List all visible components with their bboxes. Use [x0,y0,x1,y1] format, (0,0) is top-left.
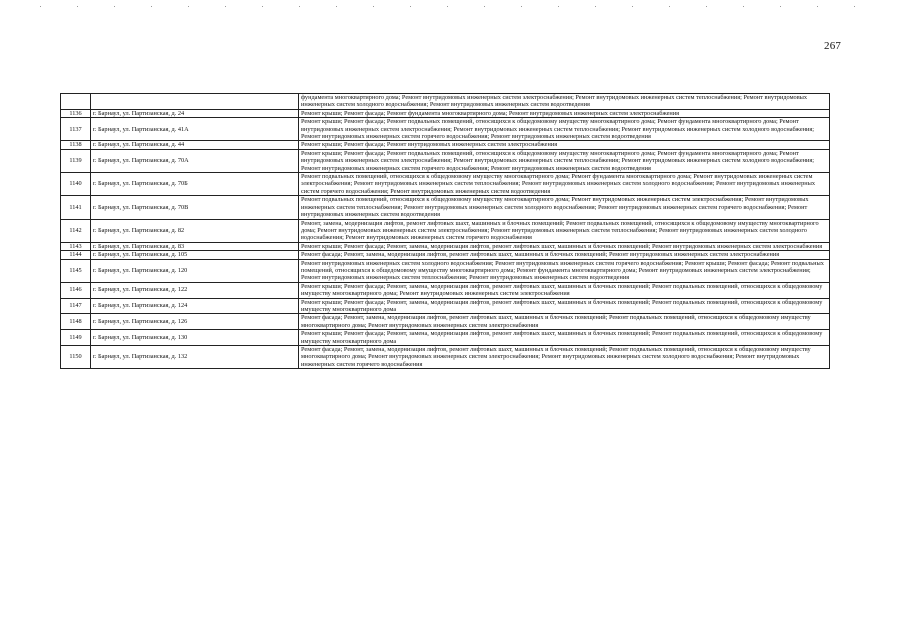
row-number [61,94,91,110]
row-works: Ремонт крыши; Ремонт фасада; Ремонт, замена, модернизация лифтов, ремонт лифтовых шахт, машинных и блочных помещений; Ремонт подвальных помещений, относящихся к общедомовому имуществу многоквартирного дома; Ремонт внутридомовых инженерных систем электроснабжения [299,282,830,298]
table-row [61,346,830,369]
scan-dot [817,6,818,7]
scan-dot [262,6,263,7]
scan-dot [780,6,781,7]
row-number: 1138 [61,141,91,149]
row-address: г. Барнаул, ул. Партизанская, д. 124 [91,298,299,314]
scan-dot [743,6,744,7]
scan-dot [188,6,189,7]
row-number: 1146 [61,282,91,298]
table-row [61,94,830,110]
row-number: 1147 [61,298,91,314]
scan-dot [299,6,300,7]
table-row [61,173,830,196]
row-works: фундамента многоквартирного дома; Ремонт внутридомовых инженерных систем электроснабжения; Ремонт внутридомовых инженерных систем теплоснабжения; Ремонт внутридомовых инженерных систем холодного водоснабжения; Ремонт внутридомовых инженерных систем водоотведения [299,94,830,110]
row-address: г. Барнаул, ул. Партизанская, д. 82 [91,219,299,242]
row-number: 1149 [61,330,91,346]
scan-dot [484,6,485,7]
row-works: Ремонт крыши; Ремонт фасада; Ремонт подвальных помещений, относящихся к общедомовому имуществу многоквартирного дома; Ремонт фундамента многоквартирного дома; Ремонт внутридомовых инженерных систем электроснабжения; Ремонт внутридомовых инженерных систем теплоснабжения; Ремонт внутридомовых инженерных систем холодного водоснабжения; Ремонт внутридомовых инженерных систем горячего водоснабжения; Ремонт внутридомовых инженерных систем водоотведения [299,149,830,172]
row-works: Ремонт крыши; Ремонт фасада; Ремонт, замена, модернизация лифтов, ремонт лифтовых шахт, машинных и блочных помещений; Ремонт подвальных помещений, относящихся к общедомовому имуществу многоквартирного дома [299,298,830,314]
row-number: 1148 [61,314,91,330]
row-works: Ремонт крыши; Ремонт фасада; Ремонт, замена, модернизация лифтов, ремонт лифтовых шахт, машинных и блочных помещений; Ремонт внутридомовых инженерных систем электроснабжения [299,242,830,250]
table-row [61,141,830,149]
scan-dot [114,6,115,7]
row-number: 1136 [61,109,91,117]
row-works: Ремонт крыши; Ремонт фасада; Ремонт фундамента многоквартирного дома; Ремонт внутридомовых инженерных систем электроснабжения [299,109,830,117]
scan-dot [521,6,522,7]
row-works: Ремонт крыши; Ремонт фасада; Ремонт внутридомовых инженерных систем электроснабжения [299,141,830,149]
row-works: Ремонт внутридомовых инженерных систем холодного водоснабжения; Ремонт внутридомовых инженерных систем горячего водоснабжения; Ремонт крыши; Ремонт фасада; Ремонт подвальных помещений, относящихся к общедомовому имуществу многоквартирного дома; Ремонт фундамента многоквартирного дома; Ремонт внутридомовых инженерных систем электроснабжения; Ремонт внутридомовых инженерных систем теплоснабжения; Ремонт внутридомовых инженерных систем водоотведения [299,259,830,282]
scan-dot [373,6,374,7]
table-row [61,282,830,298]
table-row [61,109,830,117]
row-address: г. Барнаул, ул. Партизанская, д. 24 [91,109,299,117]
row-number: 1145 [61,259,91,282]
row-address [91,94,299,110]
table-row [61,242,830,250]
table-row [61,149,830,172]
row-address: г. Барнаул, ул. Партизанская, д. 70В [91,196,299,219]
row-number: 1141 [61,196,91,219]
row-number: 1139 [61,149,91,172]
row-works: Ремонт крыши; Ремонт фасада; Ремонт, замена, модернизация лифтов, ремонт лифтовых шахт, машинных и блочных помещений; Ремонт подвальных помещений, относящихся к общедомовому имуществу многоквартирного дома [299,330,830,346]
row-address: г. Барнаул, ул. Партизанская, д. 120 [91,259,299,282]
row-address: г. Барнаул, ул. Партизанская, д. 105 [91,251,299,259]
row-address: г. Барнаул, ул. Партизанская, д. 126 [91,314,299,330]
scan-dot [410,6,411,7]
table-row [61,251,830,259]
row-number: 1143 [61,242,91,250]
scan-dot [336,6,337,7]
scan-dot [40,6,41,7]
register-body [61,94,830,369]
row-works: Ремонт, замена, модернизация лифтов, ремонт лифтовых шахт, машинных и блочных помещений; Ремонт подвальных помещений, относящихся к общедомовому имуществу многоквартирного дома; Ремонт внутридомовых инженерных систем электроснабжения; Ремонт внутридомовых инженерных систем теплоснабжения; Ремонт внутридомовых инженерных систем холодного водоснабжения; Ремонт внутридомовых инженерных систем горячего водоснабжения [299,219,830,242]
table-row [61,219,830,242]
scan-dot [151,6,152,7]
scan-dot [595,6,596,7]
row-number: 1142 [61,219,91,242]
row-works: Ремонт подвальных помещений, относящихся к общедомовому имуществу многоквартирного дома; Ремонт фундамента многоквартирного дома; Ремонт внутридомовых инженерных систем электроснабжения; Ремонт внутридомовых инженерных систем теплоснабжения; Ремонт внутридомовых инженерных систем холодного водоснабжения; Ремонт внутридомовых инженерных систем горячего водоснабжения; Ремонт внутридомовых инженерных систем водоотведения [299,173,830,196]
page-number: 267 [824,40,842,52]
row-works: Ремонт крыши; Ремонт фасада; Ремонт подвальных помещений, относящихся к общедомовому имуществу многоквартирного дома; Ремонт фундамента многоквартирного дома; Ремонт внутридомовых инженерных систем электроснабжения; Ремонт внутридомовых инженерных систем теплоснабжения; Ремонт внутридомовых инженерных систем холодного водоснабжения; Ремонт внутридомовых инженерных систем горячего водоснабжения; Ремонт внутридомовых инженерных систем водоотведения [299,118,830,141]
row-address: г. Барнаул, ул. Партизанская, д. 70Б [91,173,299,196]
table-row [61,118,830,141]
row-works: Ремонт фасада; Ремонт, замена, модернизация лифтов, ремонт лифтовых шахт, машинных и блочных помещений; Ремонт подвальных помещений, относящихся к общедомовому имуществу многоквартирного дома; Ремонт внутридомовых инженерных систем электроснабжения [299,314,830,330]
table-row [61,196,830,219]
scan-dot [77,6,78,7]
scan-dot [225,6,226,7]
row-works: Ремонт подвальных помещений, относящихся к общедомовому имуществу многоквартирного дома; Ремонт внутридомовых инженерных систем электроснабжения; Ремонт внутридомовых инженерных систем теплоснабжения; Ремонт внутридомовых инженерных систем холодного водоснабжения; Ремонт внутридомовых инженерных систем горячего водоснабжения; Ремонт внутридомовых инженерных систем водоотведения [299,196,830,219]
scan-dot [447,6,448,7]
scan-dot [632,6,633,7]
scan-dot [669,6,670,7]
row-address: г. Барнаул, ул. Партизанская, д. 41А [91,118,299,141]
row-works: Ремонт фасада; Ремонт, замена, модернизация лифтов, ремонт лифтовых шахт, машинных и блочных помещений; Ремонт подвальных помещений, относящихся к общедомовому имуществу многоквартирного дома; Ремонт внутридомовых инженерных систем электроснабжения; Ремонт внутридомовых инженерных систем холодного водоснабжения; Ремонт внутридомовых инженерных систем горячего водоснабжения [299,346,830,369]
table-row [61,314,830,330]
row-number: 1137 [61,118,91,141]
scan-dot [854,6,855,7]
table-row [61,298,830,314]
row-works: Ремонт фасада; Ремонт, замена, модернизация лифтов, ремонт лифтовых шахт, машинных и блочных помещений; Ремонт внутридомовых инженерных систем электроснабжения [299,251,830,259]
scan-artifacts [0,6,905,8]
row-address: г. Барнаул, ул. Партизанская, д. 70А [91,149,299,172]
scan-dot [558,6,559,7]
row-address: г. Барнаул, ул. Партизанская, д. 44 [91,141,299,149]
row-address: г. Барнаул, ул. Партизанская, д. 122 [91,282,299,298]
table-row [61,330,830,346]
row-address: г. Барнаул, ул. Партизанская, д. 83 [91,242,299,250]
row-number: 1144 [61,251,91,259]
row-number: 1150 [61,346,91,369]
row-address: г. Барнаул, ул. Партизанская, д. 132 [91,346,299,369]
repair-register-table [60,93,830,369]
row-number: 1140 [61,173,91,196]
row-address: г. Барнаул, ул. Партизанская, д. 130 [91,330,299,346]
scan-dot [706,6,707,7]
table-row [61,259,830,282]
